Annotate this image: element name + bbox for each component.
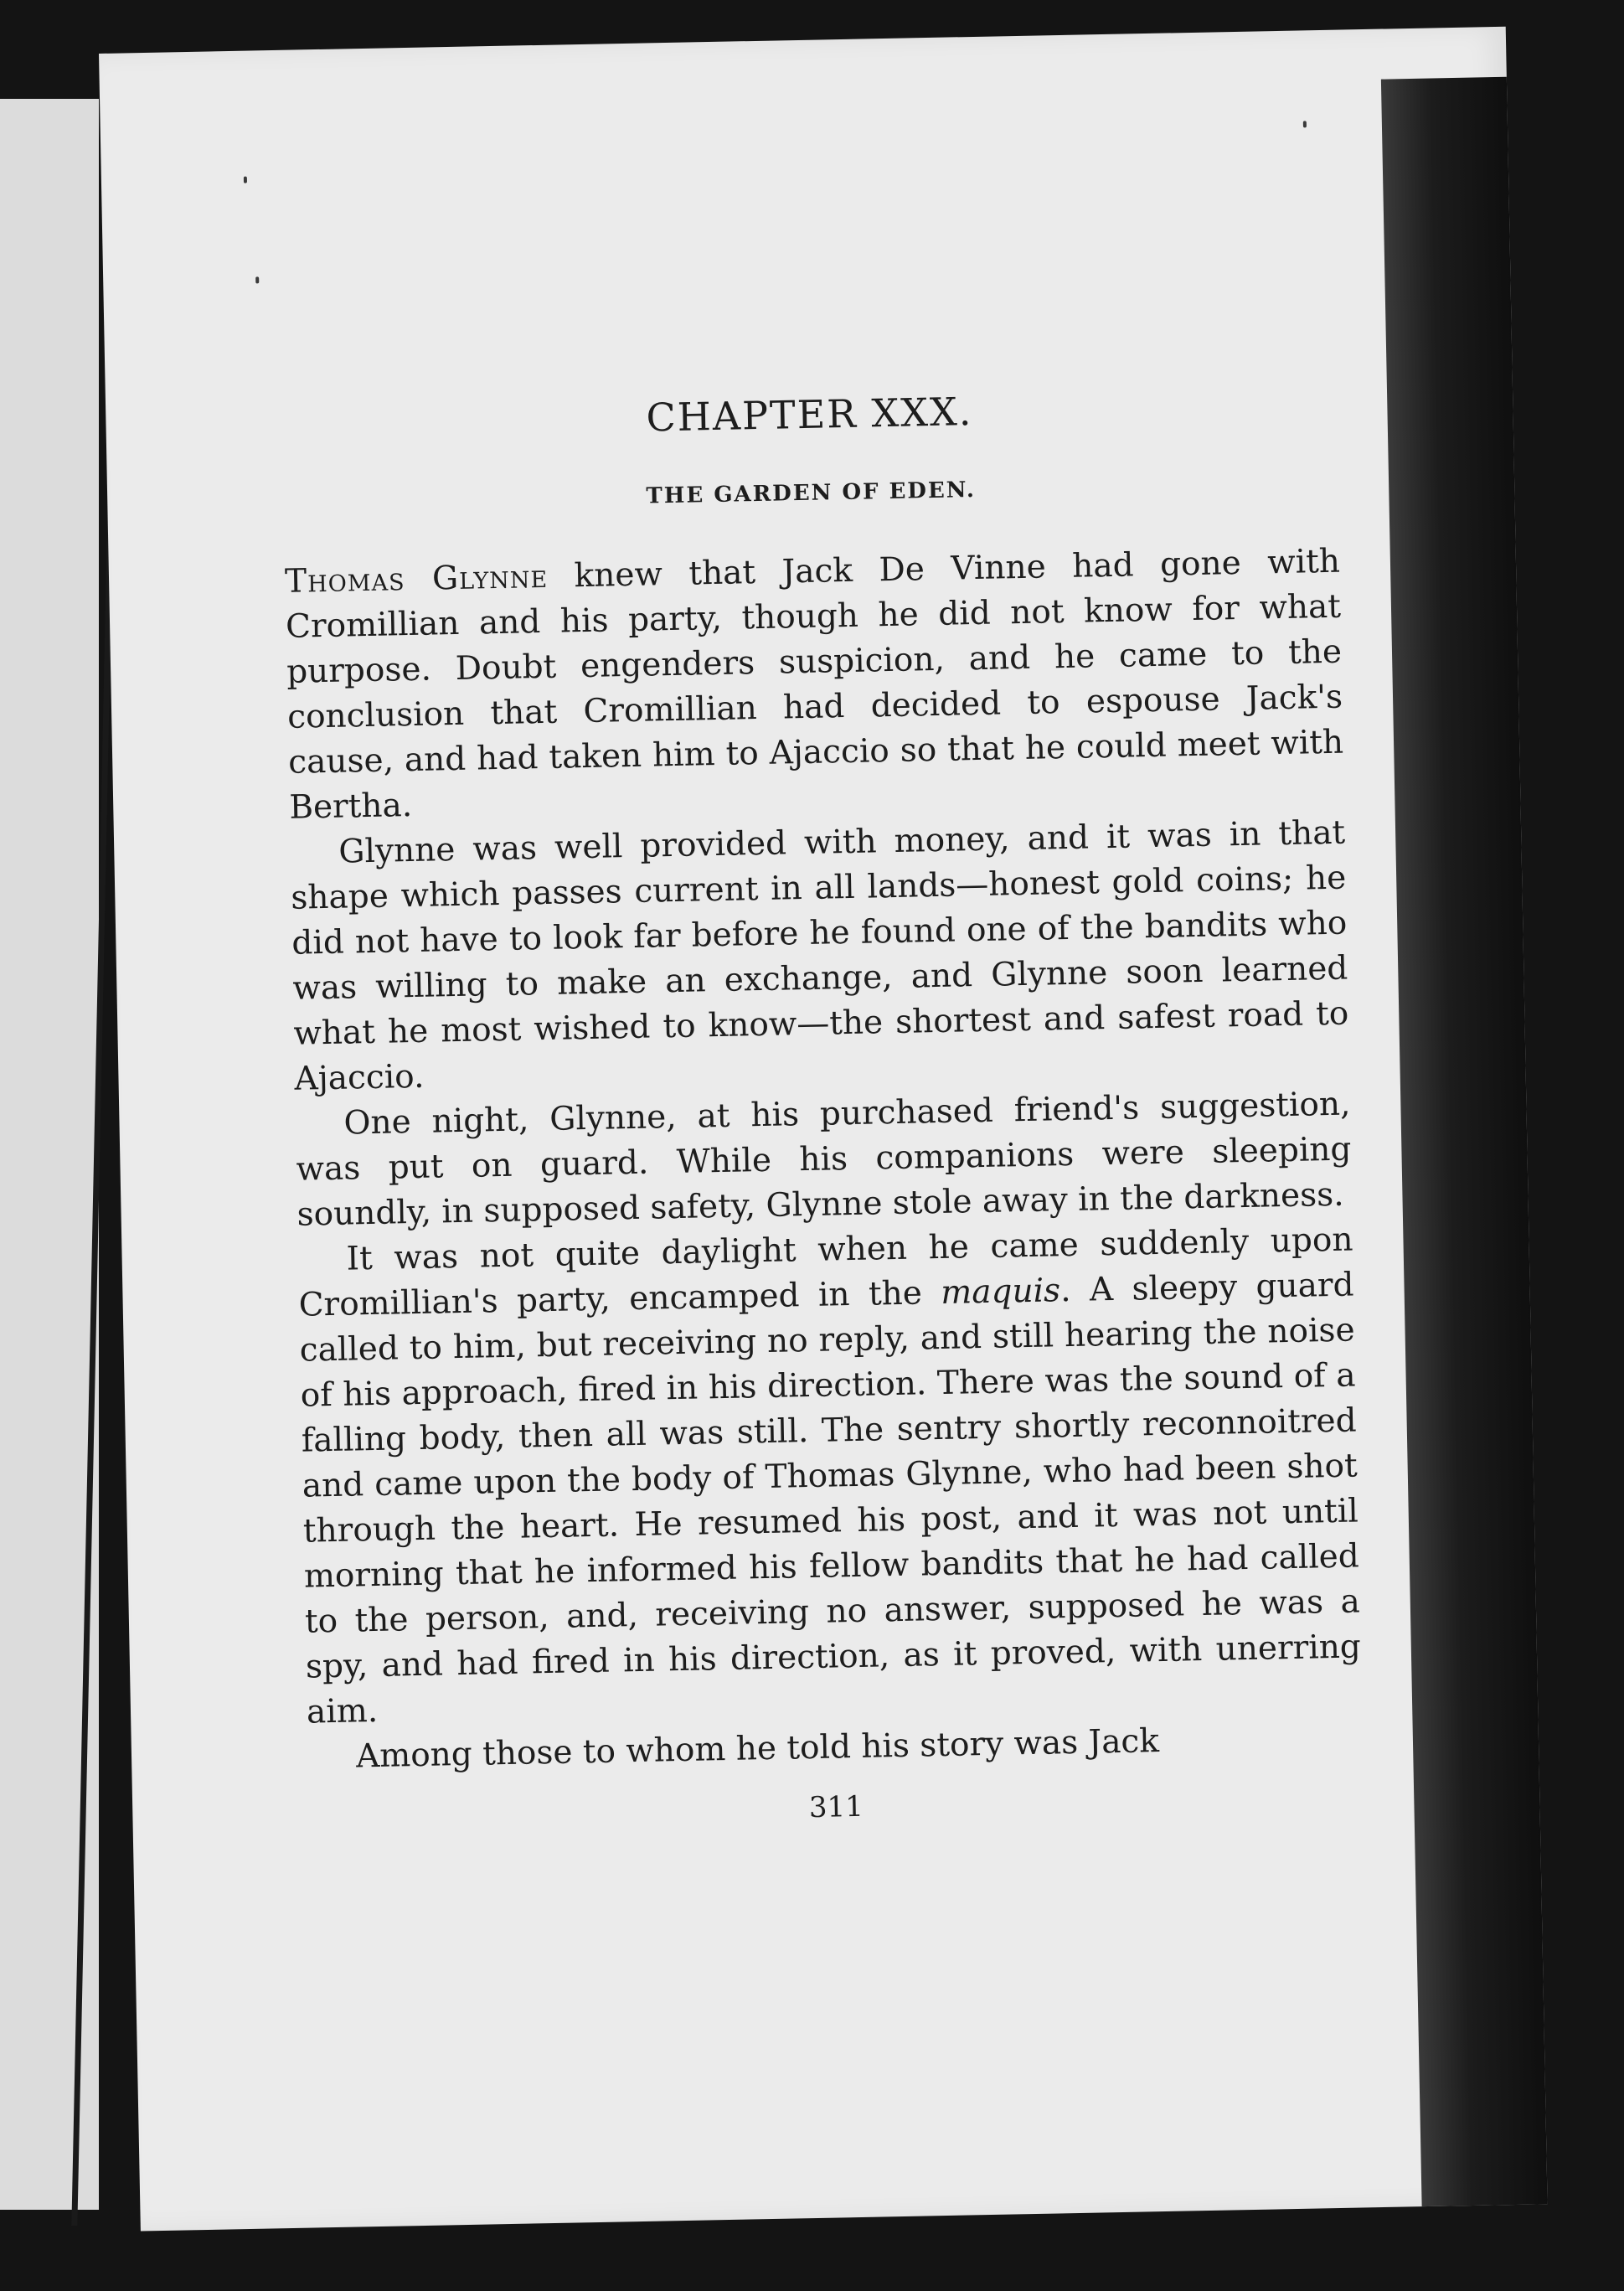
paragraph-3: One night, Glynne, at his purchased friend's suggestion, was put on guard. While his companions were sleeping soundly, in supposed safety, Glynne stole away in the darkness.	[296, 1085, 1352, 1234]
paragraph-1	[285, 539, 1345, 831]
paragraph-lead: Thomas Glynne	[284, 557, 549, 601]
ink-speck	[1303, 121, 1307, 127]
page-text	[281, 382, 1364, 1834]
paragraph-5: Among those to whom he told his story was Jack	[355, 1722, 1160, 1776]
italic-word: maquis	[940, 1272, 1061, 1312]
chapter-subtitle: THE GARDEN OF EDEN.	[646, 477, 977, 509]
page-number: 311	[808, 1789, 864, 1825]
ink-speck	[255, 276, 259, 283]
paragraph-text: knew that Jack De Vinne had gone with Cromillian and his party, though he did not know for what purpose. Doubt engenders suspicion, and he came to the conclusion that Cromillian had decided to espouse Jack's cause, and had taken him to Ajaccio so that he could meet with Bertha.	[285, 542, 1344, 827]
paragraph-4	[297, 1218, 1362, 1736]
paragraph-text: It was not quite daylight when he came suddenly upon Cromillian's party, encamped in the	[298, 1220, 1353, 1324]
paragraph-2: Glynne was well provided with money, and it was in that shape which passes current in all lands—honest gold coins; he did not have to look far before he found one of the bandits who was willing to make an exchange, and Glynne soon learned what he most wished to know—the shortest and safest road to Ajaccio.	[290, 813, 1349, 1098]
book-page	[99, 27, 1548, 2232]
paragraph-text: . A sleepy guard called to him, but receiving no reply, and still hearing the noise of his approach, fired in his direction. There was the sound of a falling body, then all was still. The sentry shortly reconnoitred and came upon the body of Thomas Glynne, who had been shot through the heart. He resumed his post, and it was not until morning that he informed his fellow bandits that he had called to the person, and, receiving no answer, supposed he was a spy, and had fired in his direction, as it proved, with unerring aim.	[299, 1266, 1362, 1731]
chapter-title: CHAPTER XXX.	[646, 389, 973, 441]
page-shadow-edge	[1381, 77, 1548, 2206]
ink-speck	[244, 177, 247, 183]
